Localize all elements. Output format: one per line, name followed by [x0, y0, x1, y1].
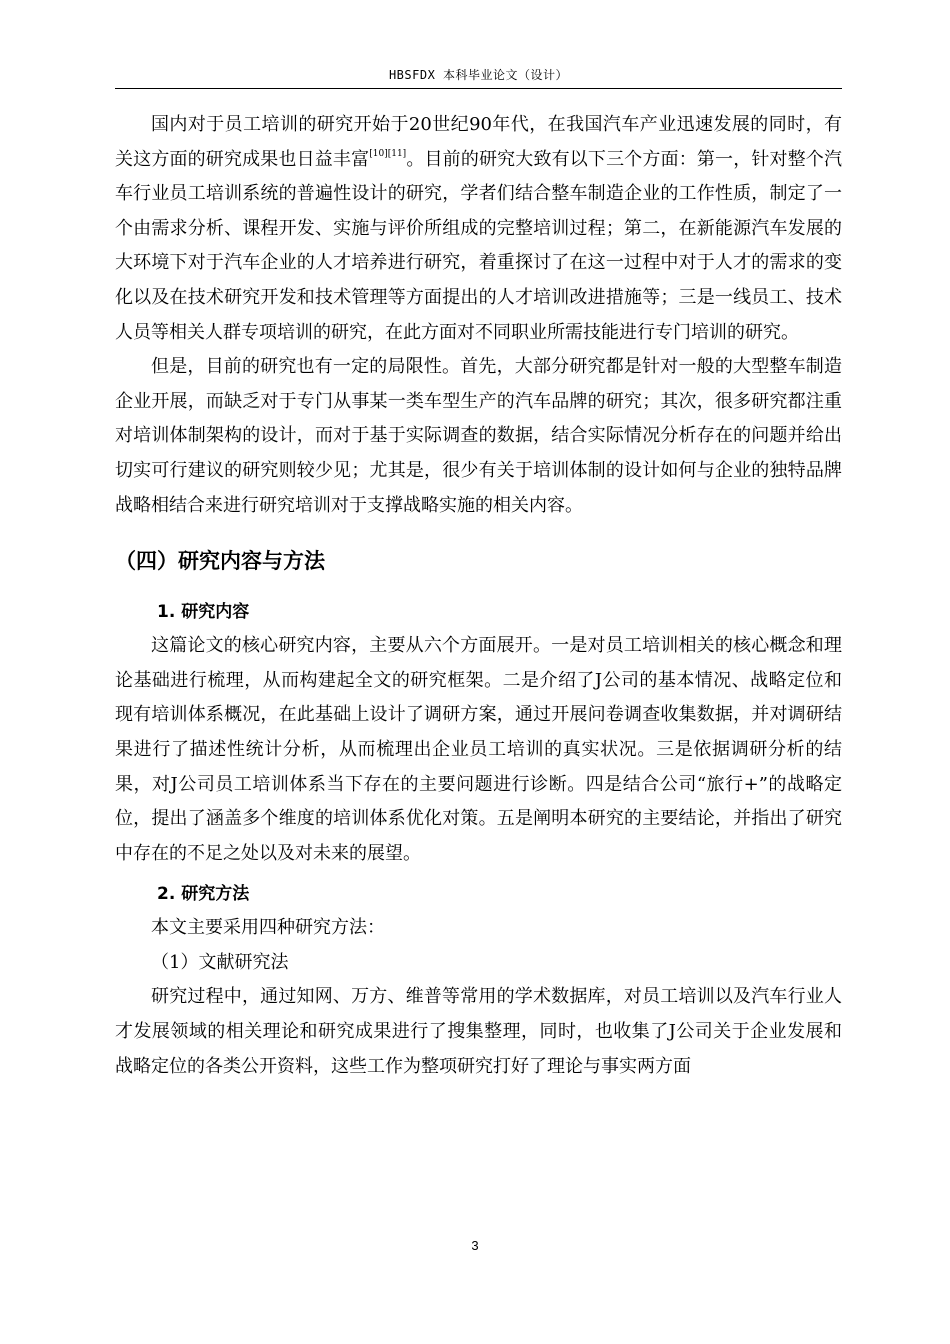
- section-heading: （四）研究内容与方法: [115, 549, 325, 574]
- paragraph-methods-intro: 本文主要采用四种研究方法：: [151, 917, 385, 939]
- page-number: 3: [471, 1238, 479, 1253]
- paragraph-literature-method: 研究过程中，通过知网、万方、维普等常用的学术数据库，对员工培训以及汽车行业人才发展领域的相关理论和研究成果进行了搜集整理，同时，也收集了J公司关于企业发展和战略定位的各类公开资料，这些工作为整项研究打好了理论与事实两方面: [115, 986, 842, 1077]
- citation-marker: [10][11]: [369, 148, 407, 159]
- page-header: [115, 64, 842, 89]
- document-body: [115, 108, 842, 1084]
- paragraph-domestic-research: [115, 108, 842, 350]
- header-title: HBSFDX 本科毕业论文（设计）: [388, 68, 569, 82]
- paragraph-text-continued: 。目前的研究大致有以下三个方面：第一，针对整个汽车行业员工培训系统的普遍性设计的研究，学者们结合整车制造企业的工作性质，制定了一个由需求分析、课程开发、实施与评价所组成的完整培训过程；第二，在新能源汽车发展的大环境下对于汽车企业的人才培养进行研究，着重探讨了在这一过程中对于人才的需求的变化以及在技术研究开发和技术管理等方面提出的人才培训改进措施等；三是一线员工、技术人员等相关人群专项培训的研究，在此方面对不同职业所需技能进行专门培训的研究。: [115, 148, 843, 343]
- paragraph-text: 国内对于员工培训的研究开始于20世纪90年代，在我国汽车产业迅速发展的同时，有关这方面的研究成果也日益丰富: [115, 114, 842, 170]
- subsection-heading-methods: 2. 研究方法: [157, 884, 250, 905]
- subsection-heading-content: 1. 研究内容: [157, 602, 250, 623]
- paragraph-research-content: 这篇论文的核心研究内容，主要从六个方面展开。一是对员工培训相关的核心概念和理论基础进行梳理，从而构建起全文的研究框架。二是介绍了J公司的基本情况、战略定位和现有培训体系概况，在此基础上设计了调研方案，通过开展问卷调查收集数据，并对调研结果进行了描述性统计分析，从而梳理出企业员工培训的真实状况。三是依据调研分析的结果，对J公司员工培训体系当下存在的主要问题进行诊断。四是结合公司“旅行+”的战略定位，提出了涵盖多个维度的培训体系优化对策。五是阐明本研究的主要结论，并指出了研究中存在的不足之处以及对未来的展望。: [115, 635, 842, 864]
- paragraph-limitations: 但是，目前的研究也有一定的局限性。首先，大部分研究都是针对一般的大型整车制造企业开展，而缺乏对于专门从事某一类车型生产的汽车品牌的研究；其次，很多研究都注重对培训体制架构的设计，而对于基于实际调查的数据，结合实际情况分析存在的问题并给出切实可行建议的研究则较少见；尤其是，很少有关于培训体制的设计如何与企业的独特品牌战略相结合来进行研究培训对于支撑战略实施的相关内容。: [115, 356, 842, 516]
- method-item-literature: （1）文献研究法: [151, 951, 289, 973]
